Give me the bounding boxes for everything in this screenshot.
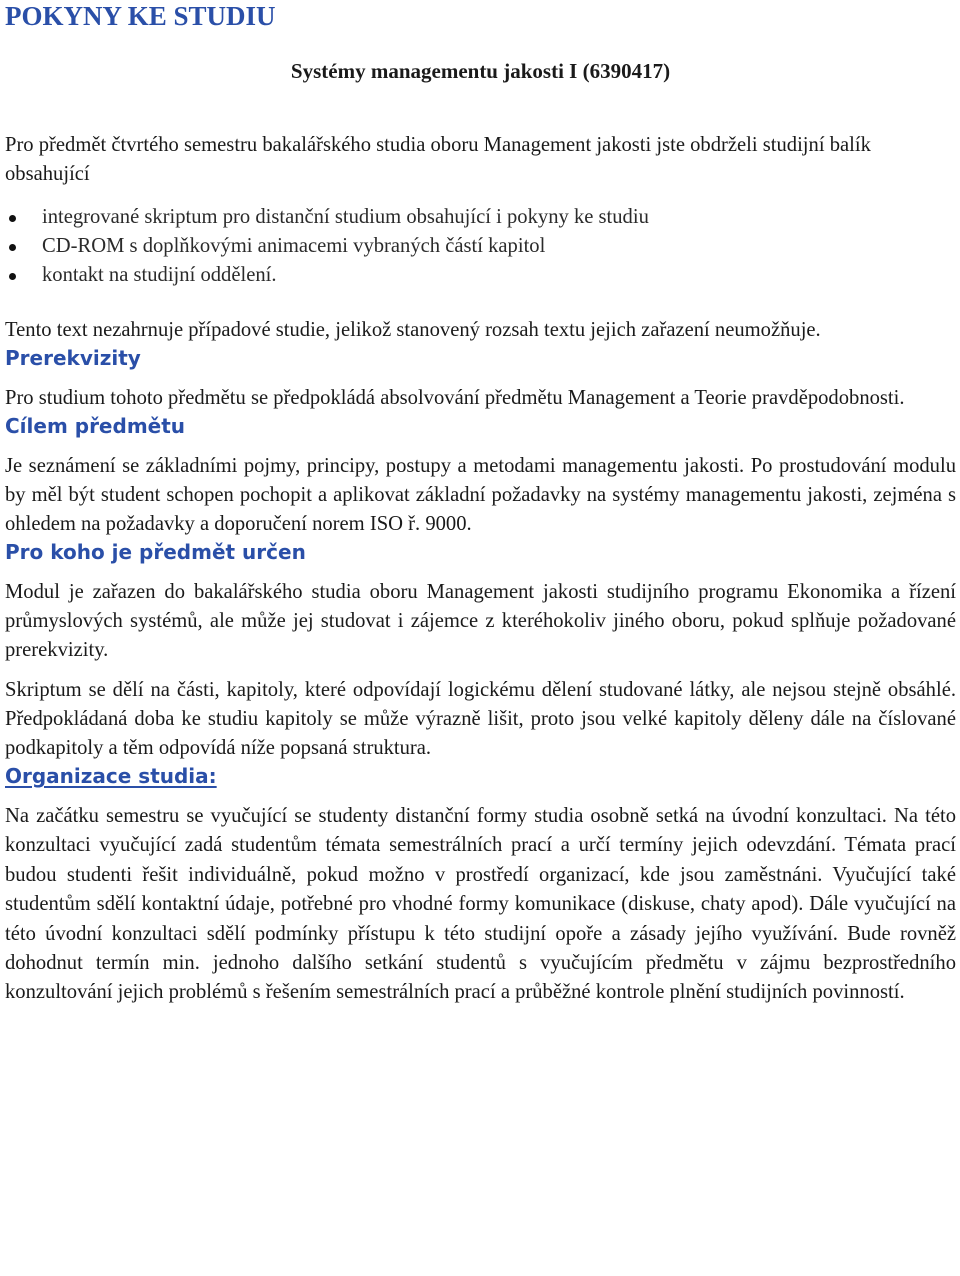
organization-heading: Organizace studia: [5,764,217,788]
intro-paragraph: Pro předmět čtvrtého semestru bakalářského studia oboru Management jakosti jste obdrželi studijní balík obsahující [5,134,871,185]
list-item-text: kontakt na studijní oddělení. [42,264,277,286]
list-item [5,232,956,261]
audience-paragraph-2: Skriptum se dělí na části, kapitoly, které odpovídají logickému dělení studované látky, ale nejsou stejně obsáhlé. Předpokládaná doba ke studiu kapitoly se může výrazně lišit, proto jsou velké kapitoly děleny dále na číslované podkapitoly a těm odpovídá níže popsaná struktura. [5,679,956,759]
document-title: POKYNY KE STUDIU [5,1,276,31]
prerequisites-text: Pro studium tohoto předmětu se předpokládá absolvování předmětu Management a Teorie pravděpodobnosti. [5,387,905,409]
audience-paragraph-1: Modul je zařazen do bakalářského studia oboru Management jakosti studijního programu Ekonomika a řízení průmyslových systémů, ale může jej studovat i zájemce z kteréhokoliv jiného oboru, pokud splňuje požadované prerekvizity. [5,581,956,661]
audience-heading: Pro koho je předmět určen [5,540,306,564]
package-contents-list [5,203,956,290]
organization-text: Na začátku semestru se vyučující se studenty distanční formy studia osobně setká na úvodní konzultaci. Na této konzultaci vyučující zadá studentům témata semestrálních prací a určí termíny jejich odevzdání. Témata prací budou studenti řešit individuálně, pokud možno v prostředí organizací, kde jsou zaměstnáni. Vyučující také studentům sdělí kontaktní údaje, potřebné pro vhodné formy komunikace (diskuse, chaty apod). Dále vyučující na této úvodní konzultaci sdělí podmínky přístupu k této studijní opoře a zásady jejího využívání. Bude rovněž dohodnut termín min. jednoho dalšího setkání studentů s vyučujícím předmětu v zájmu bezprostředního konzultování jejich problémů s řešením semestrálních prací a průběžné kontrole plnění studijních povinností. [5,805,956,1004]
list-item [5,203,956,232]
list-item [5,261,956,290]
list-item-text: integrované skriptum pro distanční studium obsahující i pokyny ke studiu [42,206,649,228]
goal-text: Je seznámení se základními pojmy, principy, postupy a metodami managementu jakosti. Po prostudování modulu by měl být student schopen pochopit a aplikovat základní požadavky na systémy managementu jakosti, zejména s ohledem na požadavky a doporučení norem ISO ř. 9000. [5,455,956,535]
goal-heading: Cílem předmětu [5,414,186,438]
scope-note: Tento text nezahrnuje případové studie, jelikož stanovený rozsah textu jejich zařazení neumožňuje. [5,319,821,341]
bullet-icon [9,244,16,251]
list-item-text: CD-ROM s doplňkovými animacemi vybraných částí kapitol [42,235,546,257]
bullet-icon [9,215,16,222]
prerequisites-heading: Prerekvizity [5,346,141,370]
bullet-icon [9,273,16,280]
course-subtitle: Systémy managementu jakosti I (6390417) [290,59,671,83]
